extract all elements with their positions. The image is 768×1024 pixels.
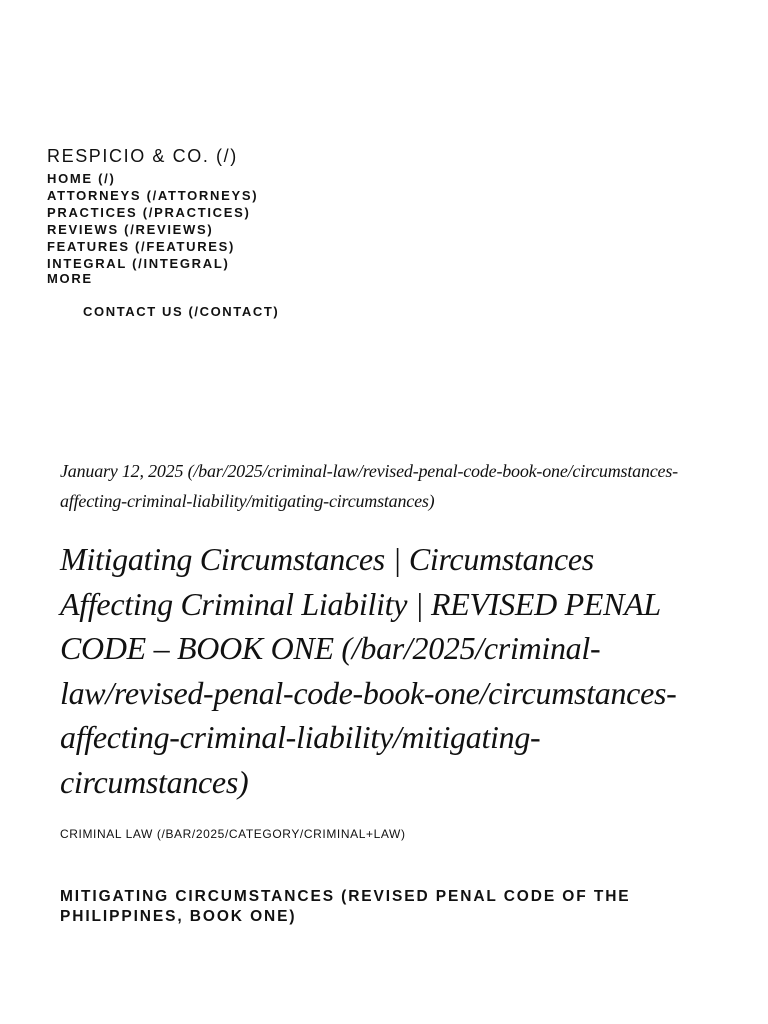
nav-item-integral	[47, 255, 727, 272]
nav-item-reviews	[47, 221, 727, 238]
nav-link-more[interactable]: MORE	[47, 271, 93, 286]
post-category-link[interactable]: CRIMINAL LAW (/BAR/2025/CATEGORY/CRIMINAL+LAW)	[60, 827, 406, 841]
post-article	[60, 456, 710, 927]
nav-item-home	[47, 170, 727, 187]
nav-item-features	[47, 238, 727, 255]
post-date-link[interactable]: January 12, 2025 (/bar/2025/criminal-law/revised-penal-code-book-one/circumstances-affecting-criminal-liability/mitigating-circumstances)	[60, 461, 678, 511]
site-header	[47, 146, 727, 320]
post-title-link[interactable]: Mitigating Circumstances | Circumstances Affecting Criminal Liability | REVISED PENAL CODE – BOOK ONE (/bar/2025/criminal-law/revised-penal-code-book-one/circumstances-affecting-criminal-liability/mitigating-circumstances)	[60, 541, 677, 800]
nav-link-features[interactable]: FEATURES (/FEATURES)	[47, 239, 236, 254]
post-section-heading: MITIGATING CIRCUMSTANCES (REVISED PENAL CODE OF THE PHILIPPINES, BOOK ONE)	[60, 888, 631, 925]
post-title	[60, 537, 710, 804]
nav-item-more	[47, 272, 727, 286]
nav-link-integral[interactable]: INTEGRAL (/INTEGRAL)	[47, 256, 230, 271]
nav-link-practices[interactable]: PRACTICES (/PRACTICES)	[47, 205, 251, 220]
nav-link-contact[interactable]: CONTACT US (/CONTACT)	[83, 304, 280, 319]
main-nav	[47, 170, 727, 320]
site-title-link[interactable]: RESPICIO & CO. (/)	[47, 146, 238, 166]
nav-link-home[interactable]: HOME (/)	[47, 171, 116, 186]
nav-item-practices	[47, 204, 727, 221]
nav-link-attorneys[interactable]: ATTORNEYS (/ATTORNEYS)	[47, 188, 259, 203]
nav-link-reviews[interactable]: REVIEWS (/REVIEWS)	[47, 222, 214, 237]
nav-item-attorneys	[47, 187, 727, 204]
nav-list	[47, 170, 727, 286]
